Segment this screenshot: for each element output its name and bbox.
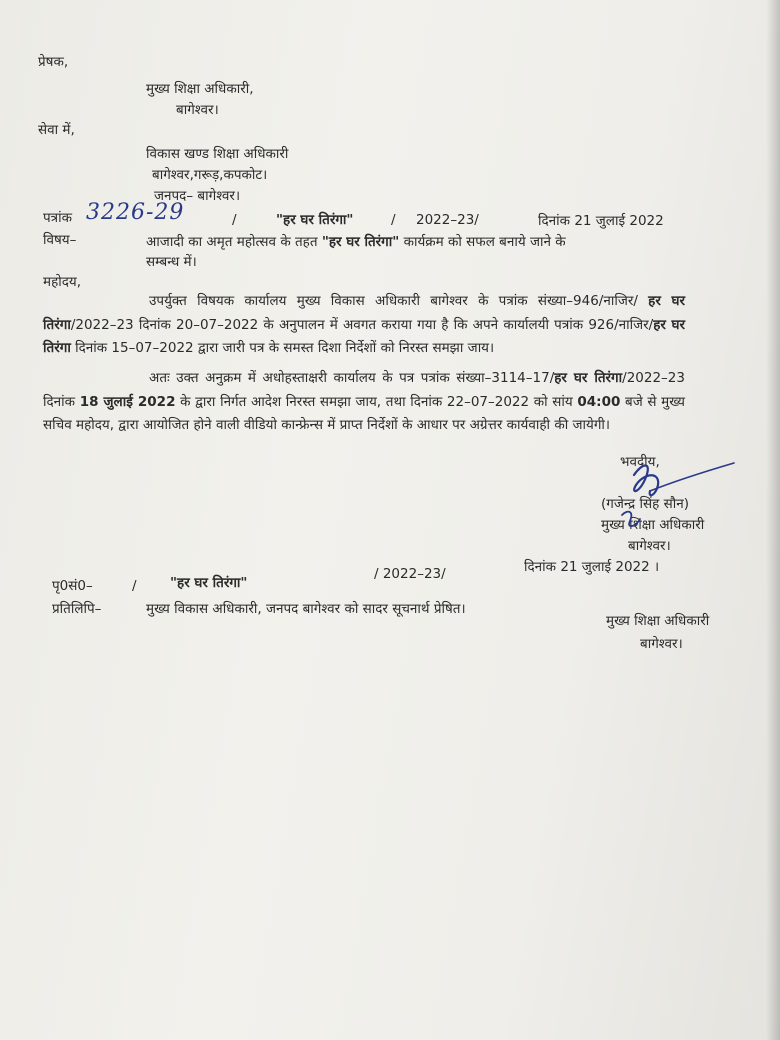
ref-separator-1: / [232,212,237,228]
endorsement-separator: / [132,578,137,594]
sender-label: प्रेषक, [38,54,69,70]
salutation: महोदय, [43,274,82,290]
ref-campaign: "हर घर तिरंगा" [276,212,354,228]
recipient-label: सेवा में, [38,122,75,138]
copy-label: प्रतिलिपि– [52,601,102,617]
endorsement-label: पृ0सं0– [52,578,93,594]
endorsement-year: / 2022–23/ [374,566,446,582]
signatory-designation: मुख्य शिक्षा अधिकारी [601,517,705,533]
copy-text: मुख्य विकास अधिकारी, जनपद बागेश्वर को सादर सूचनार्थ प्रेषित। [146,601,466,617]
recipient-line3: जनपद– बागेश्वर। [154,188,241,204]
handwritten-signature-icon [600,455,740,535]
endorsement-date: दिनांक 21 जुलाई 2022 । [524,559,660,575]
endorsement-campaign: "हर घर तिरंगा" [170,575,248,591]
signatory2-place: बागेश्वर। [640,636,683,652]
sender-designation: मुख्य शिक्षा अधिकारी, [146,81,254,97]
ref-date: दिनांक 21 जुलाई 2022 [538,213,664,229]
ref-label: पत्रांक [43,210,72,226]
recipient-line2: बागेश्वर,गरूड़,कपकोट। [152,167,268,183]
ref-year: 2022–23/ [416,212,479,228]
sender-place: बागेश्वर। [176,102,219,118]
body-paragraph-1: उपर्युक्त विषयक कार्यालय मुख्य विकास अधिकारी बागेश्वर के पत्रांक संख्या–946/नाजिर/ हर घर तिरंगा/2022–23 दिनांक 20–07–2022 के अनुपालन में अवगत कराया गया है कि अपने कार्यालयी पत्रांक 926/नाजिर/हर घर तिरंगा दिनांक 15–07–2022 द्वारा जारी पत्र के समस्त दिशा निर्देशों को निरस्त समझा जाय। [43,293,685,356]
signatory2-designation: मुख्य शिक्षा अधिकारी [606,613,710,629]
signatory-name: (गजेन्द्र सिंह सौन) [601,496,689,512]
handwritten-letter-number: 3226-29 [86,200,185,225]
ref-separator-2: / [391,212,396,228]
subject-line1: आजादी का अमृत महोत्सव के तहत "हर घर तिरंगा" कार्यक्रम को सफल बनाये जाने के [146,234,566,250]
body-paragraph-2: अतः उक्त अनुक्रम में अधोहस्ताक्षरी कार्यालय के पत्र पत्रांक संख्या–3114–17/हर घर तिरंगा/2022–23 दिनांक 18 जुलाई 2022 के द्वारा निर्गत आदेश निरस्त समझा जाय, तथा दिनांक 22–07–2022 को सांय 04:00 बजे से मुख्य सचिव महोदय, द्वारा आयोजित होने वाली वीडियो कान्फ्रेन्स में प्राप्त निर्देशों के आधार पर अग्रेत्तर कार्यवाही की जायेगी। [43,370,685,433]
signature-closing: भवदीय, [620,454,660,470]
signatory-place: बागेश्वर। [628,538,671,554]
subject-line2: सम्बन्ध में। [146,254,197,270]
recipient-line1: विकास खण्ड शिक्षा अधिकारी [146,146,289,162]
subject-label: विषय– [43,232,77,248]
